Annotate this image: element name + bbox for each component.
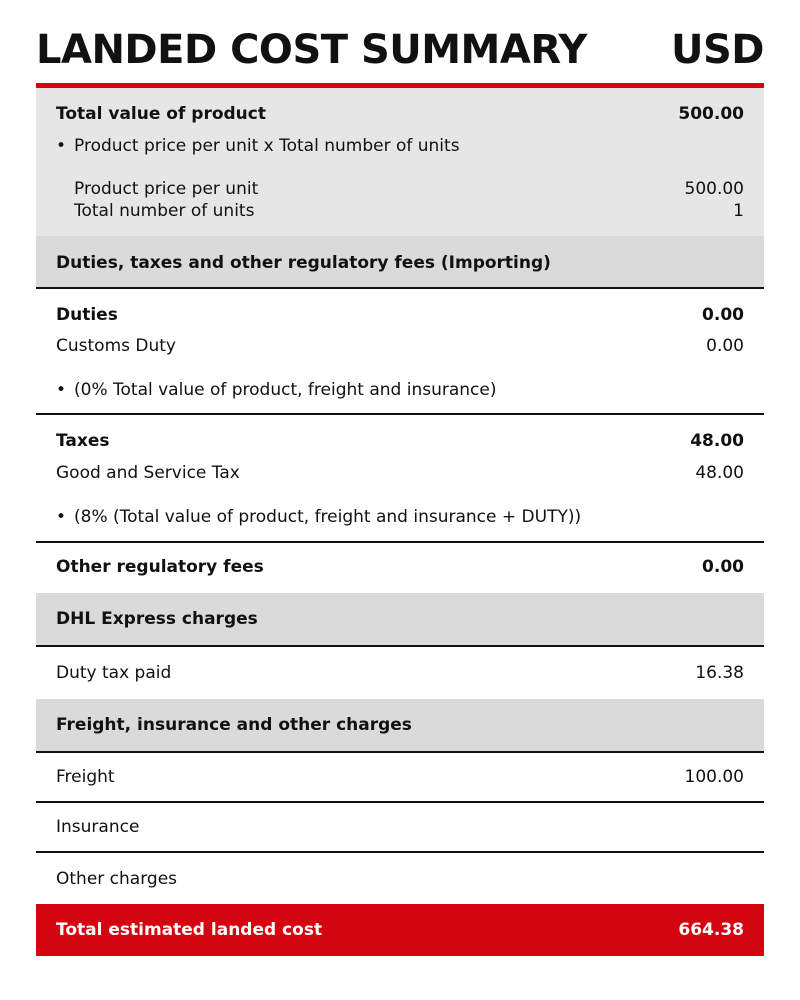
other-fees-value: 0.00 [702,557,744,577]
total-landed-cost-bar [36,904,764,956]
duty-formula-text: (0% Total value of product, freight and insurance) [74,380,497,400]
bullet-icon: • [56,136,67,156]
taxes-section [36,415,764,541]
product-formula-text: Product price per unit x Total number of units [74,136,460,156]
total-product-label: Total value of product [56,104,266,124]
regulatory-fees-heading-text: Duties, taxes and other regulatory fees (Importing) [56,253,551,273]
other-fees-label: Other regulatory fees [56,557,264,577]
dhl-charges-heading-band [36,593,764,645]
duties-value: 0.00 [702,305,744,325]
total-landed-cost-label: Total estimated landed cost [56,920,323,940]
summary-header [36,22,764,82]
regulatory-fees-heading-band [36,236,764,288]
freight-heading-band [36,699,764,751]
freight-heading-text: Freight, insurance and other charges [56,715,412,735]
duties-section [36,289,764,413]
gst-label: Good and Service Tax [56,463,240,483]
taxes-label: Taxes [56,431,110,451]
taxes-value: 48.00 [690,431,744,451]
duty-tax-paid-value: 16.38 [695,663,744,683]
insurance-label: Insurance [56,817,140,837]
units-value: 1 [733,201,744,221]
customs-duty-label: Customs Duty [56,336,176,356]
freight-label: Freight [56,767,115,787]
total-landed-cost-value: 664.38 [678,920,744,940]
gst-value: 48.00 [695,463,744,483]
duty-tax-paid-section [36,647,764,699]
units-label: Total number of units [74,201,255,221]
price-per-unit-label: Product price per unit [74,179,259,199]
total-product-value: 500.00 [678,104,744,124]
customs-duty-value: 0.00 [706,336,744,356]
duty-tax-paid-label: Duty tax paid [56,663,172,683]
duties-label: Duties [56,305,118,325]
other-charges-section [36,853,764,904]
page-title: LANDED COST SUMMARY [36,27,587,73]
insurance-section [36,803,764,851]
currency-label: USD [671,27,764,73]
bullet-icon: • [56,380,67,400]
tax-formula-text: (8% (Total value of product, freight and insurance + DUTY)) [74,507,582,527]
other-fees-section [36,543,764,593]
dhl-charges-heading-text: DHL Express charges [56,609,258,629]
price-per-unit-value: 500.00 [684,179,744,199]
freight-value: 100.00 [684,767,744,787]
other-charges-label: Other charges [56,869,178,889]
freight-section [36,753,764,801]
bullet-icon: • [56,507,67,527]
product-value-section [36,88,764,236]
